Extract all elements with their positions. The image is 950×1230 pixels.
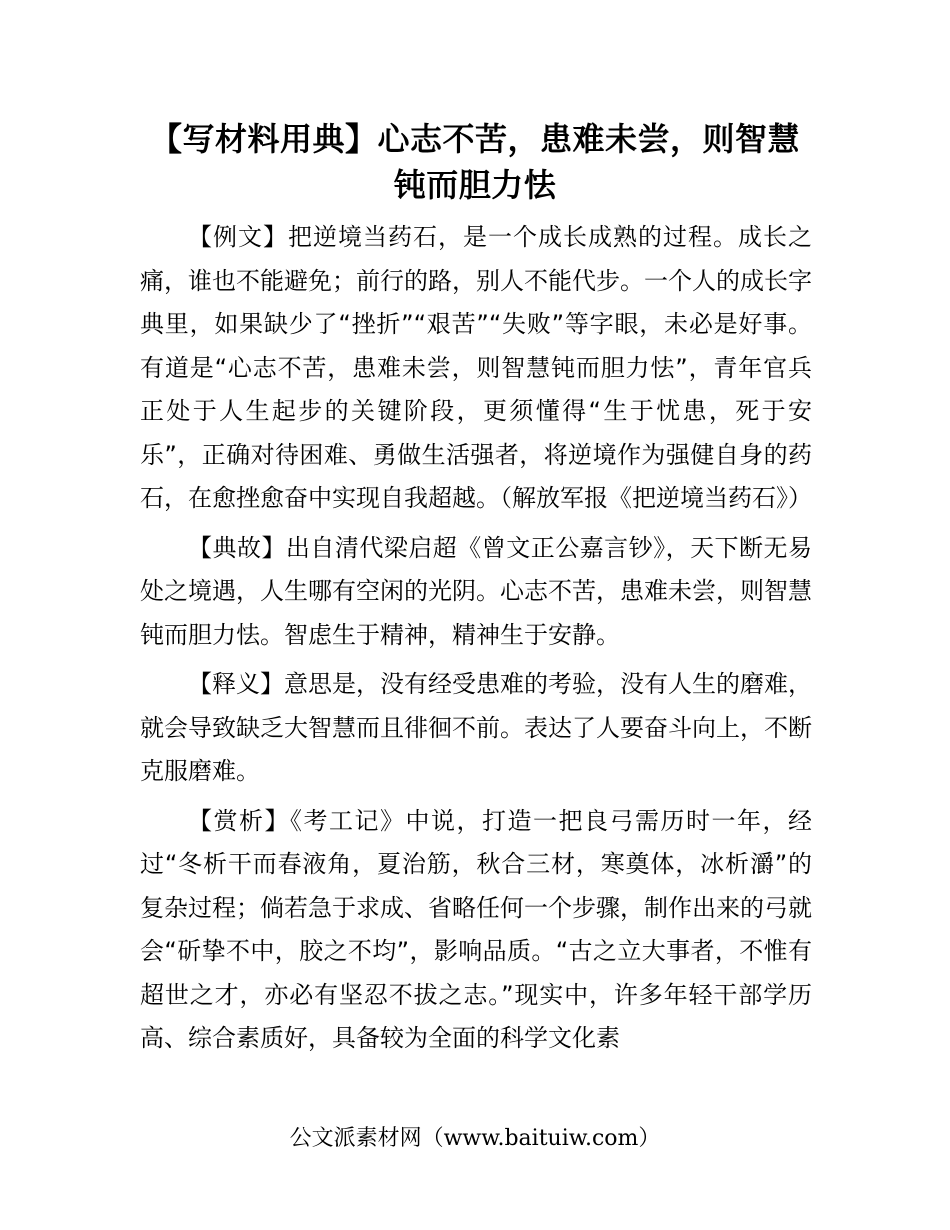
paragraph-example: 【例文】把逆境当药石，是一个成长成熟的过程。成长之痛，谁也不能避免；前行的路，别人不能代步。一个人的成长字典里，如果缺少了“挫折”“艰苦”“失败”等字眼，未必是好事。有道是“心志不苦，患难未尝，则智慧钝而胆力怯”，青年官兵正处于人生起步的关键阶段，更须懂得“生于忧患，死于安乐”，正确对待困难、勇做生活强者，将逆境作为强健自身的药石，在愈挫愈奋中实现自我超越。（解放军报《把逆境当药石》） [140,223,812,512]
paragraph-meaning: 【释义】意思是，没有经受患难的考验，没有人生的磨难，就会导致缺乏大智慧而且徘徊不前。表达了人要奋斗向上，不断克服磨难。 [140,670,812,785]
paragraph-allusion: 【典故】出自清代梁启超《曾文正公嘉言钞》，天下断无易处之境遇，人生哪有空闲的光阴。心志不苦，患难未尝，则智慧钝而胆力怯。智虑生于精神，精神生于安静。 [140,533,812,649]
document-body [140,216,812,1067]
document-title: 【写材料用典】心志不苦，患难未尝，则智慧钝而胆力怯 [149,120,800,204]
paragraph-appreciation: 【赏析】《考工记》中说，打造一把良弓需历时一年，经过“冬析干而春液角，夏治筋，秋合三材，寒奠体，冰析灂”的复杂过程；倘若急于求成、省略任何一个步骤，制作出来的弓就会“斫挚不中，胶之不均”，影响品质。“古之立大事者，不惟有超世之才，亦必有坚忍不拔之志。”现实中，许多年轻干部学历高、综合素质好，具备较为全面的科学文化素 [140,806,812,1052]
page-footer: 公文派素材网（www.baituiw.com） [289,1126,661,1151]
